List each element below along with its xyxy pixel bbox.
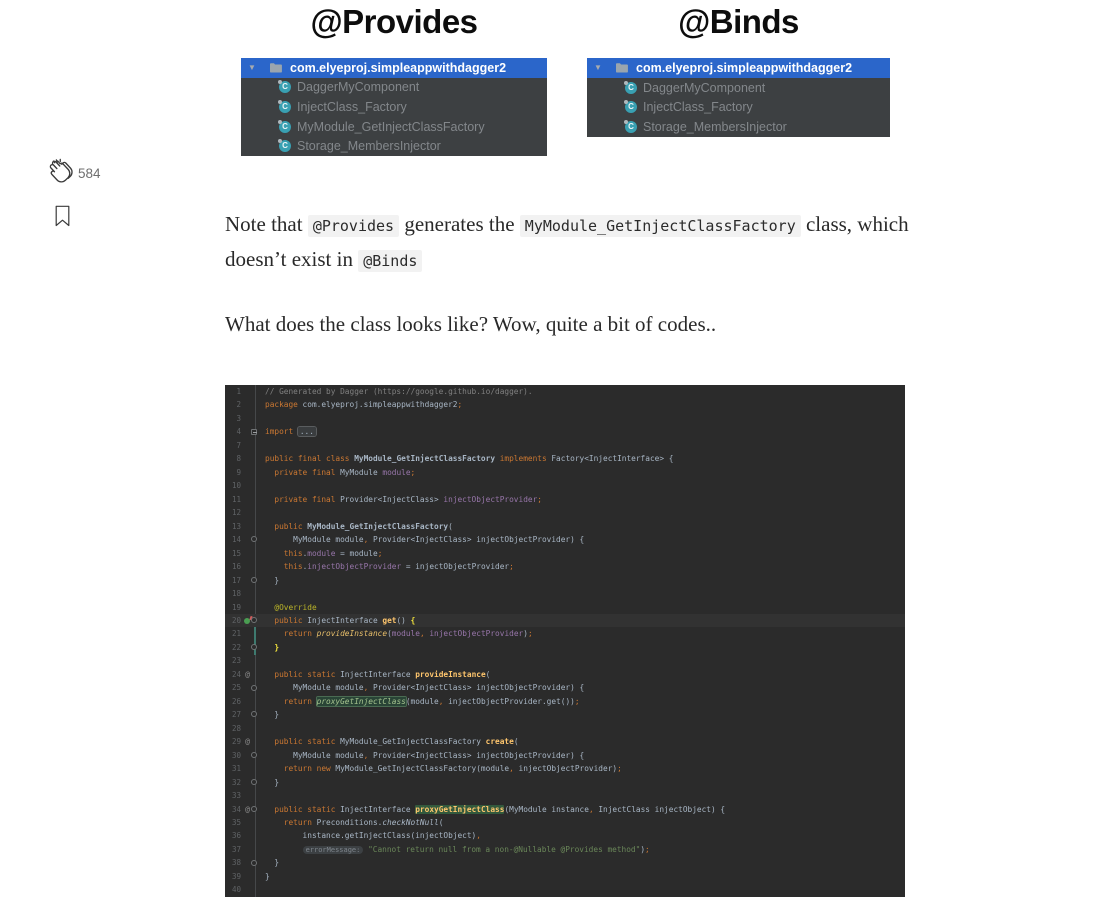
folder-icon (269, 62, 282, 73)
code-line: 11 private final Provider<InjectClass> injectObjectProvider; (231, 494, 542, 504)
class-icon: C (279, 101, 291, 113)
code-line: 40 (231, 885, 241, 895)
code-line: 30 MyModule module, Provider<InjectClass> injectObjectProvider) { (231, 750, 585, 760)
fold-marker-icon (251, 536, 257, 542)
class-name: DaggerMyComponent (643, 80, 766, 95)
fold-marker-icon (251, 860, 257, 866)
code-line: 23 (231, 656, 241, 666)
tree-class-row (587, 117, 890, 137)
bookmark-icon (54, 215, 71, 230)
fold-marker-icon (251, 644, 257, 650)
code-line: 34 @ public static InjectInterface proxyGetInjectClass(MyModule instance, InjectClass injectObject) { (225, 803, 905, 816)
class-icon: C (625, 121, 637, 133)
code-line: 25 MyModule module, Provider<InjectClass> injectObjectProvider) { (231, 683, 585, 693)
code-line: 4 import ... (236, 427, 314, 437)
class-icon: C (625, 101, 637, 113)
code-line: 28 (231, 723, 241, 733)
code-line: 35 return Preconditions.checkNotNull( (231, 818, 444, 827)
code-line: 22 } (231, 642, 280, 652)
chevron-down-icon: ▼ (594, 63, 602, 73)
ide-screenshot-binds (587, 58, 890, 137)
tree-class-row (241, 117, 547, 137)
code-line: 32 } (231, 777, 280, 787)
class-name: Storage_MembersInjector (643, 120, 787, 135)
class-name: InjectClass_Factory (643, 100, 753, 115)
code-line: 24 @ public static InjectInterface provideInstance( (225, 668, 905, 681)
inline-code: @Binds (358, 250, 422, 272)
code-line: 12 (231, 508, 241, 518)
folder-icon (615, 62, 628, 73)
code-line: 29 @ public static MyModule_GetInjectClassFactory create( (225, 735, 905, 748)
code-line: 38 } (231, 858, 280, 868)
code-line: 39 } (231, 871, 270, 881)
ide-screenshot-provides (241, 58, 547, 156)
code-line: 2 package com.elyeproj.simpleappwithdagger2; (236, 400, 463, 410)
fold-marker-icon (251, 685, 257, 691)
code-line: 13 public MyModule_GetInjectClassFactory( (231, 521, 453, 531)
tree-package-row (587, 58, 890, 78)
class-name: InjectClass_Factory (297, 99, 407, 114)
annotation-gutter-icon: @ (245, 804, 250, 814)
code-line: 8 public final class MyModule_GetInjectClassFactory implements Factory<InjectInterface> { (236, 454, 674, 464)
annotation-gutter-icon: @ (245, 669, 250, 679)
figure-title-binds: @Binds (678, 3, 799, 40)
annotation-gutter-icon: @ (245, 737, 250, 747)
class-icon: C (279, 81, 291, 93)
code-line: 14 MyModule module, Provider<InjectClass> injectObjectProvider) { (231, 535, 585, 545)
tree-class-row (587, 98, 890, 118)
package-name: com.elyeproj.simpleappwithdagger2 (636, 60, 853, 75)
class-icon: C (279, 121, 291, 133)
clap-button[interactable] (44, 156, 76, 188)
tree-class-row (241, 136, 547, 156)
class-icon: C (279, 140, 291, 152)
fold-marker-icon (251, 577, 257, 583)
code-line: 31 return new MyModule_GetInjectClassFactory(module, injectObjectProvider); (231, 764, 622, 774)
code-line: 3 (236, 413, 241, 423)
fold-marker-icon (251, 779, 257, 785)
bookmark-button[interactable] (52, 205, 72, 229)
fold-marker-icon (251, 806, 257, 812)
chevron-down-icon: ▼ (248, 63, 256, 73)
inline-code: MyModule_GetInjectClassFactory (520, 215, 801, 237)
code-editor-screenshot (225, 385, 905, 897)
paragraph-2: What does the class looks like? Wow, quite a bit of codes.. (225, 312, 717, 336)
code-line: 18 (231, 589, 241, 599)
code-line: 15 this.module = module; (231, 548, 383, 558)
fold-marker-icon (251, 617, 257, 623)
code-line: 36 instance.getInjectClass(injectObject), (231, 831, 481, 841)
figure-title-provides: @Provides (310, 3, 478, 40)
code-line: 26 return proxyGetInjectClass(module, injectObjectProvider.get()); (231, 696, 580, 706)
fold-marker-icon (251, 752, 257, 758)
clap-count: 584 (78, 166, 101, 181)
tree-class-row (241, 97, 547, 117)
code-line: 7 (236, 440, 241, 450)
code-line: 37 errorMessage: "Cannot return null from a non-@Nullable @Provides method"); (231, 844, 650, 854)
code-line: 17 } (231, 575, 280, 585)
code-line: 10 (231, 481, 241, 491)
fold-marker-icon (251, 711, 257, 717)
code-line: 19 @Override (231, 602, 317, 612)
inline-code: @Provides (308, 215, 399, 237)
tree-class-row (587, 78, 890, 98)
code-line: 33 (231, 791, 241, 801)
code-line: 1 // Generated by Dagger (https://google.github.io/dagger). (236, 387, 533, 396)
code-line: 16 this.injectObjectProvider = injectObjectProvider; (231, 562, 514, 572)
paragraph-1: Note that @Provides generates the MyModule_GetInjectClassFactory class, which doesn’t exist in @Binds (225, 212, 909, 271)
code-line: 27 } (231, 710, 280, 720)
code-line: 20 public InjectInterface get() { (225, 614, 905, 627)
fold-marker-icon (251, 429, 257, 435)
class-name: DaggerMyComponent (297, 80, 420, 95)
tree-class-row (241, 78, 547, 98)
code-lines (225, 385, 905, 897)
tree-package-row (241, 58, 547, 78)
code-line: 9 private final MyModule module; (236, 467, 416, 477)
package-name: com.elyeproj.simpleappwithdagger2 (290, 60, 507, 75)
code-line: 21 return provideInstance(module, injectObjectProvider); (231, 629, 533, 639)
clap-icon (45, 174, 75, 189)
class-name: MyModule_GetInjectClassFactory (297, 119, 485, 134)
class-icon: C (625, 82, 637, 94)
class-name: Storage_MembersInjector (297, 139, 441, 154)
